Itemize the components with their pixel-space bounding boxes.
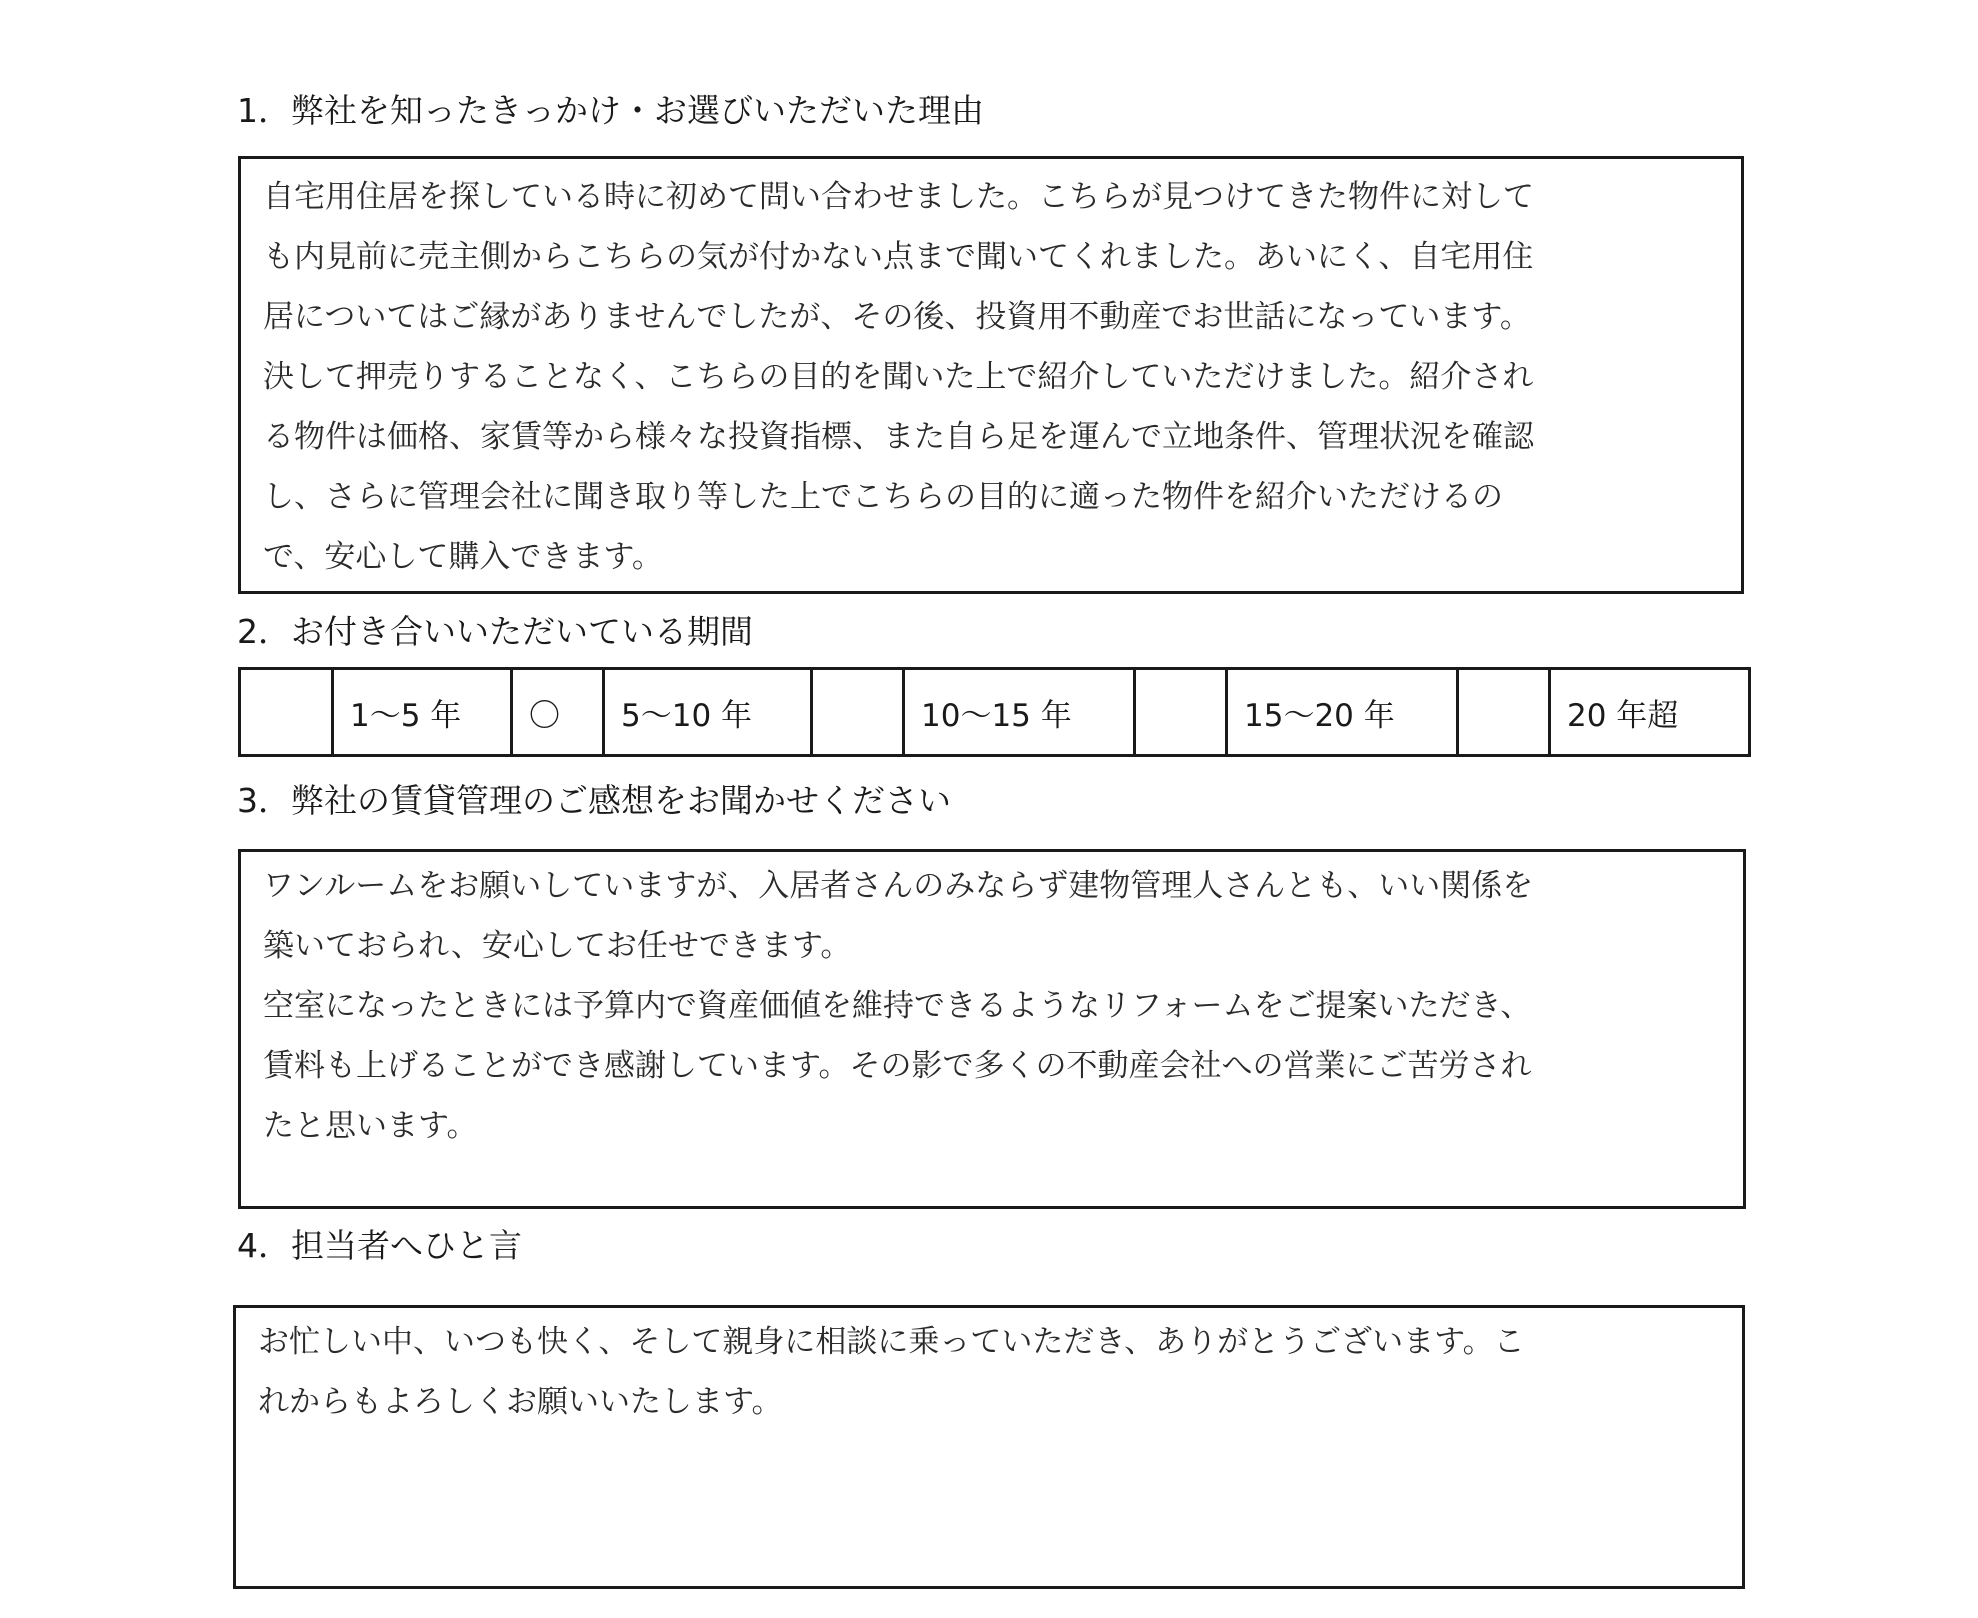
period-option-label: 10～15 年 [904,669,1135,756]
answer-line: 自宅用住居を探している時に初めて問い合わせました。こちらが見つけてきた物件に対して [263,179,1534,215]
answer-line: 決して押売りすることなく、こちらの目的を聞いた上で紹介していただけました。紹介され [263,359,1534,395]
section-2-heading: 2．お付き合いいただいている期間 [237,612,753,651]
management-answer-box [238,849,1746,1209]
period-mark-cell[interactable] [812,669,904,756]
section-3-heading: 3．弊社の賃貸管理のご感想をお聞かせください [237,781,951,820]
message-answer-text [258,1312,1525,1432]
period-options-table [238,667,1751,757]
answer-line: ワンルームをお願いしていますが、入居者さんのみならず建物管理人さんとも、いい関係を [263,868,1534,904]
answer-line: 居についてはご縁がありませんでしたが、その後、投資用不動産でお世話になっています。 [263,299,1531,335]
answer-line: も内見前に売主側からこちらの気が付かない点まで聞いてくれました。あいにく、自宅用住 [263,239,1534,275]
period-option-label: 15～20 年 [1227,669,1458,756]
period-mark-cell-selected[interactable]: 〇 [512,669,604,756]
period-options-row [240,669,1750,756]
period-mark-cell[interactable] [1458,669,1550,756]
reason-answer-text [263,167,1534,587]
management-answer-text [263,856,1533,1156]
period-option-label: 5～10 年 [604,669,812,756]
answer-line: れからもよろしくお願いいたします。 [258,1384,783,1420]
message-answer-box [233,1305,1745,1589]
reason-answer-box [238,156,1744,594]
answer-line: し、さらに管理会社に聞き取り等した上でこちらの目的に適った物件を紹介いただけるの [263,479,1503,515]
period-option-label: 20 年超 [1550,669,1750,756]
section-1-heading: 1．弊社を知ったきっかけ・お選びいただいた理由 [237,91,984,130]
period-mark-cell[interactable] [1135,669,1227,756]
period-option-label: 1～5 年 [333,669,512,756]
answer-line: で、安心して購入できます。 [263,539,663,575]
answer-line: 築いておられ、安心してお任せできます。 [263,928,852,964]
section-4-heading: 4．担当者へひと言 [237,1226,522,1265]
answer-line: お忙しい中、いつも快く、そして親身に相談に乗っていただき、ありがとうございます。こ [258,1324,1525,1360]
answer-line: たと思います。 [263,1108,478,1144]
answer-line: 賃料も上げることができ感謝しています。その影で多くの不動産会社への営業にご苦労され [263,1048,1532,1084]
answer-line: る物件は価格、家賃等から様々な投資指標、また自ら足を運んで立地条件、管理状況を確認 [263,419,1534,455]
answer-line: 空室になったときには予算内で資産価値を維持できるようなリフォームをご提案いただき、 [263,988,1532,1024]
period-mark-cell[interactable] [240,669,333,756]
